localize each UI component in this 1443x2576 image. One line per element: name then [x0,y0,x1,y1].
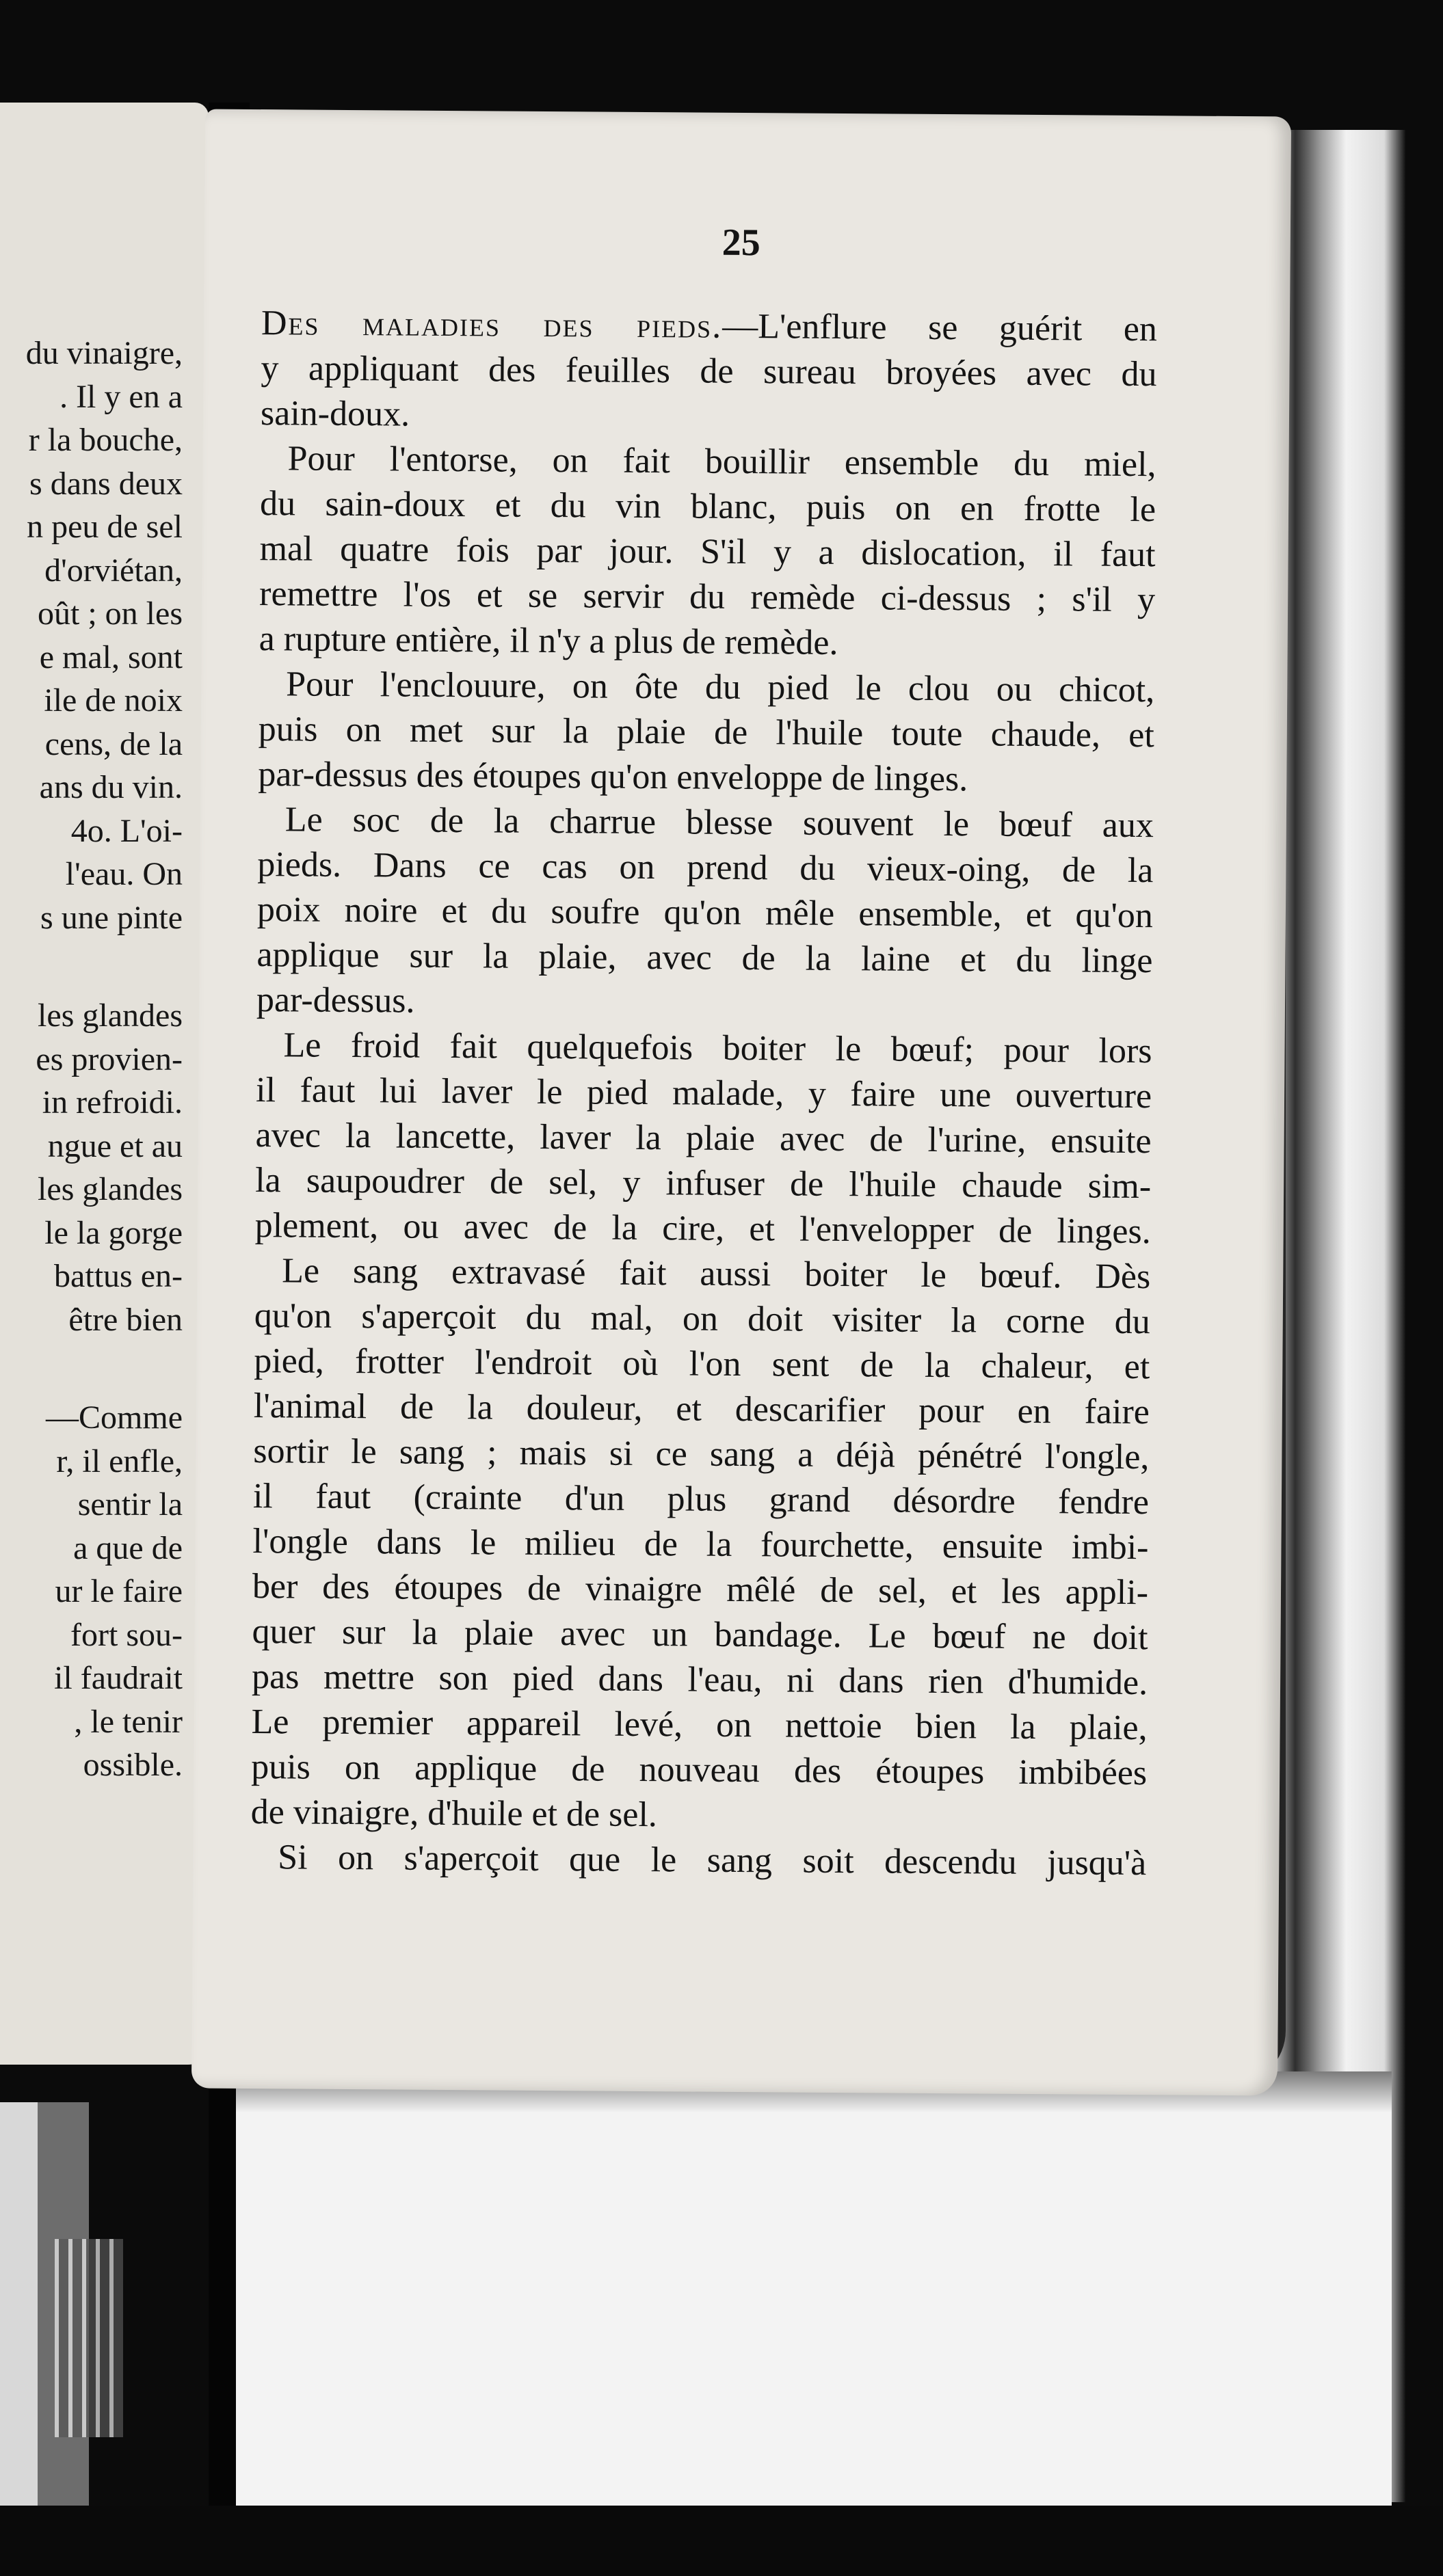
paragraph [256,797,1154,1029]
text-run: —L'enflure se guérit en [722,306,1158,349]
left-page-line: ur le faire [55,1573,183,1609]
page-number: 25 [722,221,760,265]
text-line: puis on met sur la plaie de l'huile toute chaude, et [258,710,1154,755]
text-line: ber des étoupes de vinaigre mêlé de sel, et les appli- [252,1567,1149,1613]
left-page-line: battus en- [54,1258,183,1294]
left-page-line: les glandes [38,1171,183,1207]
left-page-line: cens, de la [44,725,183,762]
section-heading: Des maladies des pieds. [261,304,723,346]
left-page-line: n peu de sel [27,509,183,545]
text-line: l'ongle dans le milieu de la fourchette, ensuite imbi- [252,1522,1149,1568]
text-line: Le sang extravasé fait aussi boiter le bœuf. Dès [282,1251,1151,1297]
lower-blank-sheet [236,2071,1392,2509]
left-page-line: a que de [73,1529,183,1566]
left-page-line: 4o. L'oi- [70,812,183,849]
text-line: Le froid fait quelquefois boiter le bœuf; pour lors [283,1025,1152,1071]
left-page-line: . Il y en a [59,378,183,415]
text-line: quer sur la plaie avec un bandage. Le bœuf ne doit [252,1612,1148,1658]
left-page-line: , le tenir [74,1703,183,1740]
text-line: sortir le sang ; mais si ce sang a déjà pénétré l'ongle, [253,1432,1150,1477]
main-page [191,109,1291,2095]
paragraph [254,1023,1152,1255]
text-line: du sain-doux et du vin blanc, puis on en frotte le [259,484,1156,530]
text-line: qu'on s'aperçoit du mal, on doit visiter la corne du [254,1296,1150,1342]
left-page-line: —Comme [46,1399,183,1436]
text-line: il faut (crainte d'un plus grand désordre fendre [252,1477,1150,1522]
paragraph [259,436,1156,668]
text-line: pieds. Dans ce cas on prend du vieux-oing, de la [257,845,1154,891]
text-line: l'animal de la douleur, et descarifier pour en faire [253,1386,1150,1432]
textile-pattern [55,2239,123,2437]
page-body [250,301,1157,1886]
left-page-line: l'eau. On [65,856,183,892]
left-page-line: ile de noix [44,682,183,719]
left-page-line: r la bouche, [28,422,183,458]
left-page-line: in refroidi. [42,1084,183,1121]
left-margin-strip [0,2102,38,2512]
text-line: Le premier appareil levé, on nettoie bien la plaie, [251,1702,1148,1748]
text-line: avec la lancette, laver la plaie avec de l'urine, ensuite [255,1116,1152,1162]
text-line: applique sur la plaie, avec de la laine et du linge [256,935,1153,981]
left-page-line: s dans deux [29,465,183,502]
text-line: sain-doux. [260,394,410,434]
text-line: puis on applique de nouveau des étoupes imbibées [250,1747,1148,1793]
text-line: Le soc de la charrue blesse souvent le bœuf aux [284,800,1154,846]
text-line: pied, frotter l'endroit où l'on sent de la chaleur, et [254,1341,1150,1387]
text-line: a rupture entière, il n'y a plus de remède. [259,619,838,662]
paragraph [258,662,1154,803]
left-page-line: es provien- [36,1041,183,1077]
left-page-line: oût ; on les [38,595,183,632]
text-line [261,301,1157,352]
left-page-line: le la gorge [44,1214,183,1251]
left-page-gap [26,1341,183,1396]
text-line: par-dessus. [256,980,415,1021]
left-page-line: d'orviétan, [44,552,183,589]
text-line: mal quatre fois par jour. S'il y a dislocation, il faut [259,529,1156,575]
left-page-line: ngue et au [47,1127,183,1164]
scan-bottom-border [0,2506,1443,2576]
left-page-line: être bien [68,1301,183,1338]
left-page-line: les glandes [38,997,183,1034]
left-facing-page [0,103,209,2065]
left-page-line: s une pinte [40,899,183,936]
text-line: poix noire et du soufre qu'on mêle ensemble, et qu'on [256,890,1154,936]
left-page-line: ans du vin. [39,769,183,805]
left-page-text [26,332,183,1787]
text-line: y appliquant des feuilles de sureau broyées avec du [261,349,1157,394]
text-line: Si on s'aperçoit que le sang soit descendu jusqu'à [278,1838,1147,1883]
left-page-line: e mal, sont [39,639,183,675]
text-line: de vinaigre, d'huile et de sel. [250,1793,658,1835]
paragraph [250,1835,1146,1886]
text-line: par-dessus des étoupes qu'on enveloppe de linges. [258,755,968,799]
left-page-line: il faudrait [54,1660,183,1696]
text-line: plement, ou avec de la cire, et l'envelopper de linges. [254,1206,1151,1252]
text-line: Pour l'enclouure, on ôte du pied le clou ou chicot, [286,665,1155,710]
left-page-line: sentir la [77,1486,183,1522]
text-line: la saupoudrer de sel, y infuser de l'huile chaude sim- [254,1161,1152,1207]
left-page-line: fort sou- [70,1616,183,1653]
text-line: il faut lui laver le pied malade, y faire une ouverture [255,1071,1152,1116]
left-page-line: ossible. [83,1747,183,1783]
text-line: remettre l'os et se servir du remède ci-dessus ; s'il y [259,574,1156,620]
left-page-line: du vinaigre, [25,335,183,371]
paragraph [251,1248,1151,1841]
text-line: Pour l'entorse, on fait bouillir ensemble du miel, [287,439,1156,485]
left-page-gap [26,939,183,994]
left-page-line: r, il enfle, [56,1443,183,1479]
paragraph [261,301,1157,442]
text-line: pas mettre son pied dans l'eau, ni dans rien d'humide. [251,1657,1148,1703]
